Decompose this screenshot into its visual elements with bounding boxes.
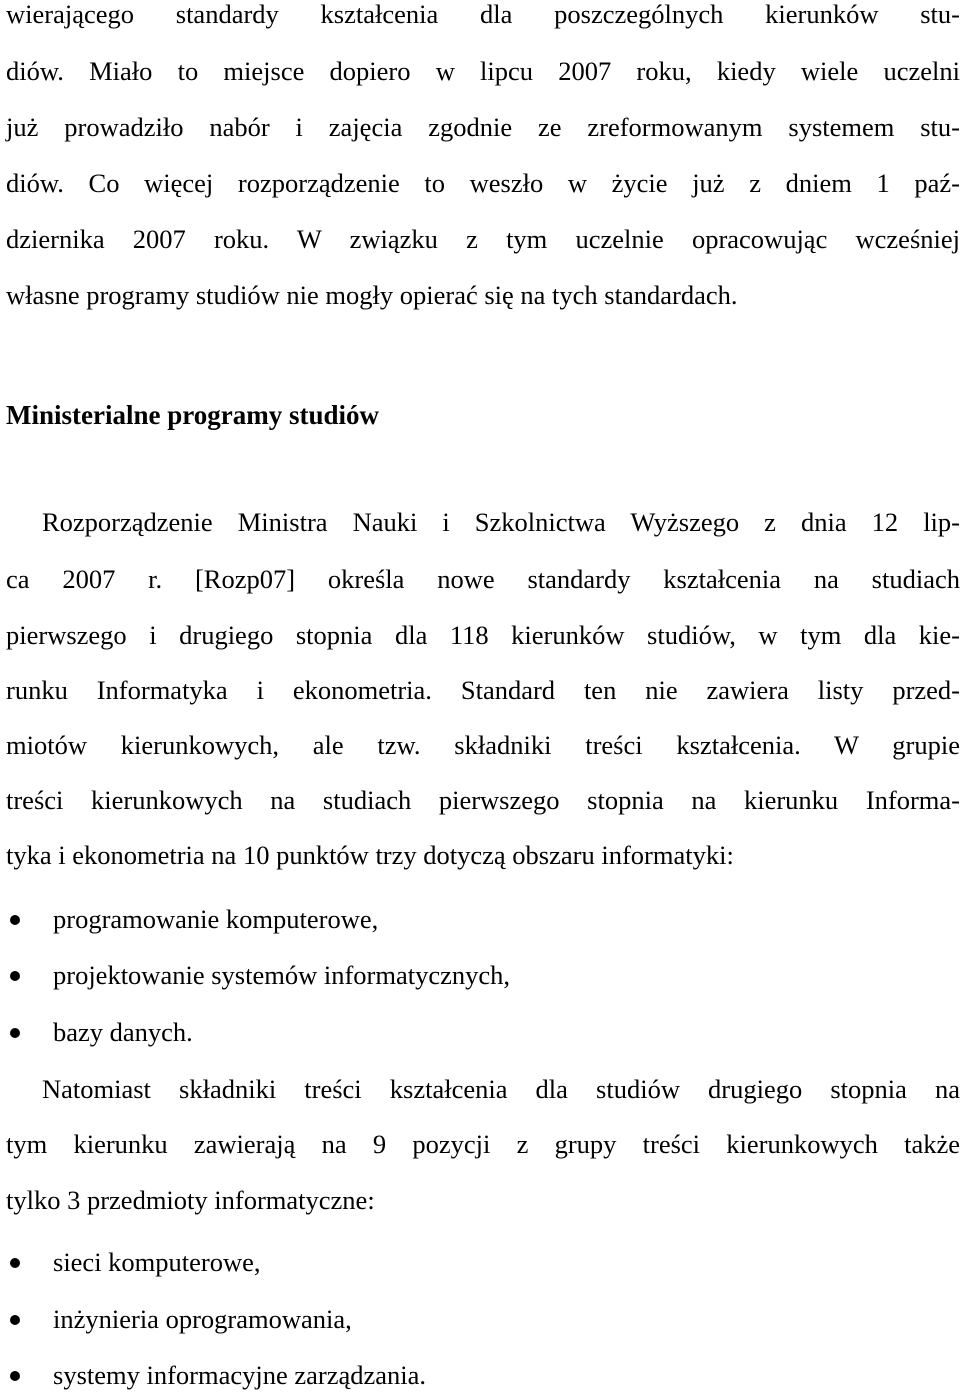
intro-line: dziernika 2007 roku. W związku z tym uczelnie opracowując wcześniej xyxy=(6,224,960,254)
paragraph-line: Natomiast składniki treści kształcenia dla studiów drugiego stopnia na xyxy=(42,1074,960,1104)
bullet-icon xyxy=(10,1315,20,1325)
intro-line: diów. Co więcej rozporządzenie to weszło w życie już z dniem 1 paź- xyxy=(6,168,960,198)
bullet-icon xyxy=(10,1028,20,1038)
paragraph-line: runku Informatyka i ekonometria. Standard ten nie zawiera listy przed- xyxy=(6,675,960,705)
paragraph-line: pierwszego i drugiego stopnia dla 118 kierunków studiów, w tym dla kie- xyxy=(6,620,960,650)
intro-line: diów. Miało to miejsce dopiero w lipcu 2007 roku, kiedy wiele uczelni xyxy=(6,56,960,86)
paragraph-line: ca 2007 r. [Rozp07] określa nowe standardy kształcenia na studiach xyxy=(6,564,960,594)
paragraph-line: tyka i ekonometria na 10 punktów trzy dotyczą obszaru informatyki: xyxy=(6,840,734,870)
bullet-icon xyxy=(10,1371,20,1381)
paragraph-line: miotów kierunkowych, ale tzw. składniki treści kształcenia. W grupie xyxy=(6,730,960,760)
intro-line: wierającego standardy kształcenia dla poszczególnych kierunków stu- xyxy=(6,0,960,29)
bullet-icon xyxy=(10,915,20,925)
section-heading: Ministerialne programy studiów xyxy=(6,400,379,430)
list-item-text: bazy danych. xyxy=(53,1017,193,1047)
list-item-text: projektowanie systemów informatycznych, xyxy=(53,960,510,990)
paragraph-line: tylko 3 przedmioty informatyczne: xyxy=(6,1185,375,1215)
paragraph-line: treści kierunkowych na studiach pierwszego stopnia na kierunku Informa- xyxy=(6,785,960,815)
bullet-icon xyxy=(10,971,20,981)
list-item-text: sieci komputerowe, xyxy=(53,1247,261,1277)
bullet-icon xyxy=(10,1258,20,1268)
list-item-text: programowanie komputerowe, xyxy=(53,904,379,934)
list-item-text: systemy informacyjne zarządzania. xyxy=(53,1360,427,1390)
paragraph-line: tym kierunku zawierają na 9 pozycji z grupy treści kierunkowych także xyxy=(6,1129,960,1159)
paragraph-line: Rozporządzenie Ministra Nauki i Szkolnictwa Wyższego z dnia 12 lip- xyxy=(42,507,960,537)
intro-line: już prowadziło nabór i zajęcia zgodnie ze zreformowanym systemem stu- xyxy=(6,112,960,142)
intro-line: własne programy studiów nie mogły opierać się na tych standardach. xyxy=(6,280,738,310)
list-item-text: inżynieria oprogramowania, xyxy=(53,1304,352,1334)
